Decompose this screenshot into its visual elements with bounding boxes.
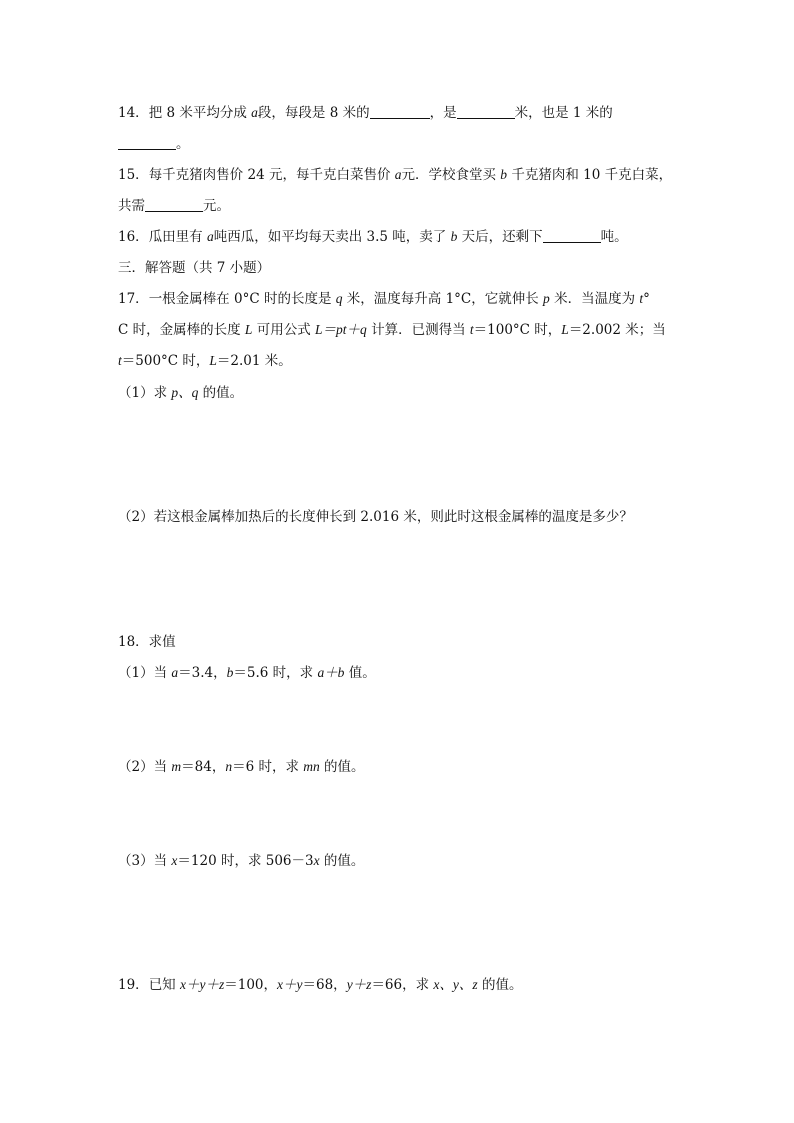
q16-text: 吨西瓜，如平均每天卖出 3.5 吨，卖了	[213, 229, 451, 245]
q14-text: 米，也是 1 米的	[514, 105, 613, 121]
question-19	[118, 976, 522, 994]
q14-number: 14．	[118, 105, 149, 121]
q18-expression: a＋b	[317, 665, 345, 680]
question-14-line2	[118, 135, 190, 153]
question-15-line2	[118, 197, 230, 215]
q15-text: 千克猪肉和 10 千克白菜，	[507, 167, 673, 183]
q17-text: 的值。	[198, 385, 244, 401]
q19-expression: x、y、z	[433, 977, 478, 992]
q14-text: 段，每段是 8 米的	[257, 105, 370, 121]
q15-number: 15．	[118, 167, 149, 183]
q18-subquestion-2	[118, 758, 365, 776]
q19-number: 19．	[118, 977, 149, 993]
q16-text: 瓜田里有	[148, 229, 207, 245]
q19-text: 的值。	[477, 977, 523, 993]
q19-expression: y＋z	[346, 977, 372, 992]
q17-var-t: t	[639, 291, 644, 306]
q18-text: ＝3.4，	[178, 665, 227, 681]
q18-text: 的值。	[319, 759, 365, 775]
q18-var: m	[171, 759, 182, 774]
q15-text: 共需	[118, 198, 145, 214]
q14-text: ，是	[429, 105, 457, 121]
q17-text: 计算．已测得当	[366, 322, 470, 338]
q17-text: ＝100°C 时，	[473, 322, 562, 338]
q15-text: 每千克猪肉售价 24 元，每千克白菜售价	[148, 167, 395, 183]
q17-var-L: L	[209, 353, 217, 368]
answer-blank[interactable]	[118, 135, 176, 150]
q17-formula: L＝pt＋q	[315, 322, 367, 337]
q17-subquestion-1	[118, 384, 243, 402]
q16-var-b: b	[450, 229, 458, 244]
answer-blank[interactable]	[370, 104, 430, 119]
q18-text: 值。	[344, 665, 376, 681]
question-14-line1	[118, 104, 613, 122]
q18-text: ＝6 时，求	[232, 759, 304, 775]
q19-text: ＝100，	[224, 977, 278, 993]
q19-text: 已知	[148, 977, 180, 993]
section-heading: 三．解答题（共 7 小题）	[118, 260, 271, 276]
answer-blank[interactable]	[457, 104, 515, 119]
q18-var: a	[171, 665, 179, 680]
q19-text: ＝66，求	[371, 977, 434, 993]
q17-var-t: t	[469, 322, 474, 337]
q14-text: 。	[176, 136, 190, 152]
q17-var-p: p	[543, 291, 550, 306]
q17-text: ＝2.01 米。	[216, 353, 292, 369]
q18-text: （3）当	[118, 853, 172, 869]
q16-var-a: a	[206, 229, 214, 244]
q17-text: 米，温度每升高 1°C，它就伸长	[342, 291, 544, 307]
q18-text: （1）当	[118, 665, 172, 681]
q17-text: （1）求	[118, 385, 172, 401]
q19-expression: x＋y＋z	[179, 977, 225, 992]
q19-text: ＝68，	[302, 977, 347, 993]
q18-subquestion-3	[118, 852, 364, 870]
q14-var-a: a	[251, 105, 258, 120]
question-17-line2	[118, 321, 666, 339]
question-18-title: 18．求值	[118, 634, 176, 650]
q17-text: 一根金属棒在 0°C 时的长度是	[148, 291, 336, 307]
q17-text: °	[643, 291, 650, 307]
q17-subquestion-2: （2）若这根金属棒加热后的长度伸长到 2.016 米，则此时这根金属棒的温度是多少？	[118, 509, 633, 525]
q17-var-L: L	[244, 322, 253, 337]
q15-var-b: b	[500, 167, 508, 182]
q14-text: 把 8 米平均分成	[148, 105, 252, 121]
q17-text: C 时，金属棒的长度	[118, 322, 245, 338]
q16-number: 16．	[118, 229, 149, 245]
q19-expression: x＋y	[277, 977, 303, 992]
q18-var: n	[225, 759, 233, 774]
q17-var-L: L	[561, 322, 569, 337]
q18-text: （2）当	[118, 759, 172, 775]
q17-var-q: q	[335, 291, 343, 306]
q18-var: x	[171, 853, 178, 868]
q18-text: 的值。	[319, 853, 365, 869]
q18-expression: mn	[303, 759, 320, 774]
q17-var-t: t	[118, 353, 122, 368]
q17-text: ＝500°C 时，	[121, 353, 210, 369]
q16-text: 吨。	[600, 229, 628, 245]
q18-var: x	[313, 853, 320, 868]
q18-text: ＝120 时，求 506－3	[177, 853, 314, 869]
q17-text: 米．当温度为	[549, 291, 640, 307]
answer-blank[interactable]	[543, 228, 601, 243]
q18-var: b	[226, 665, 234, 680]
q15-var-a: a	[394, 167, 402, 182]
q16-text: 天后，还剩下	[457, 229, 543, 245]
q15-text: 元．学校食堂买	[401, 167, 501, 183]
question-16	[118, 228, 628, 246]
q17-text: ＝2.002 米；当	[568, 322, 666, 338]
q17-number: 17．	[118, 291, 149, 307]
q18-text: ＝84，	[181, 759, 226, 775]
question-15-line1	[118, 166, 672, 184]
question-17-line1	[118, 290, 650, 308]
q15-text: 元。	[203, 198, 230, 214]
question-17-line3	[118, 352, 292, 370]
q18-subquestion-1	[118, 664, 376, 682]
q18-text: ＝5.6 时，求	[233, 665, 318, 681]
q17-text: 可用公式	[252, 322, 316, 338]
q17-vars-pq: p、q	[171, 385, 199, 400]
answer-blank[interactable]	[145, 197, 203, 212]
